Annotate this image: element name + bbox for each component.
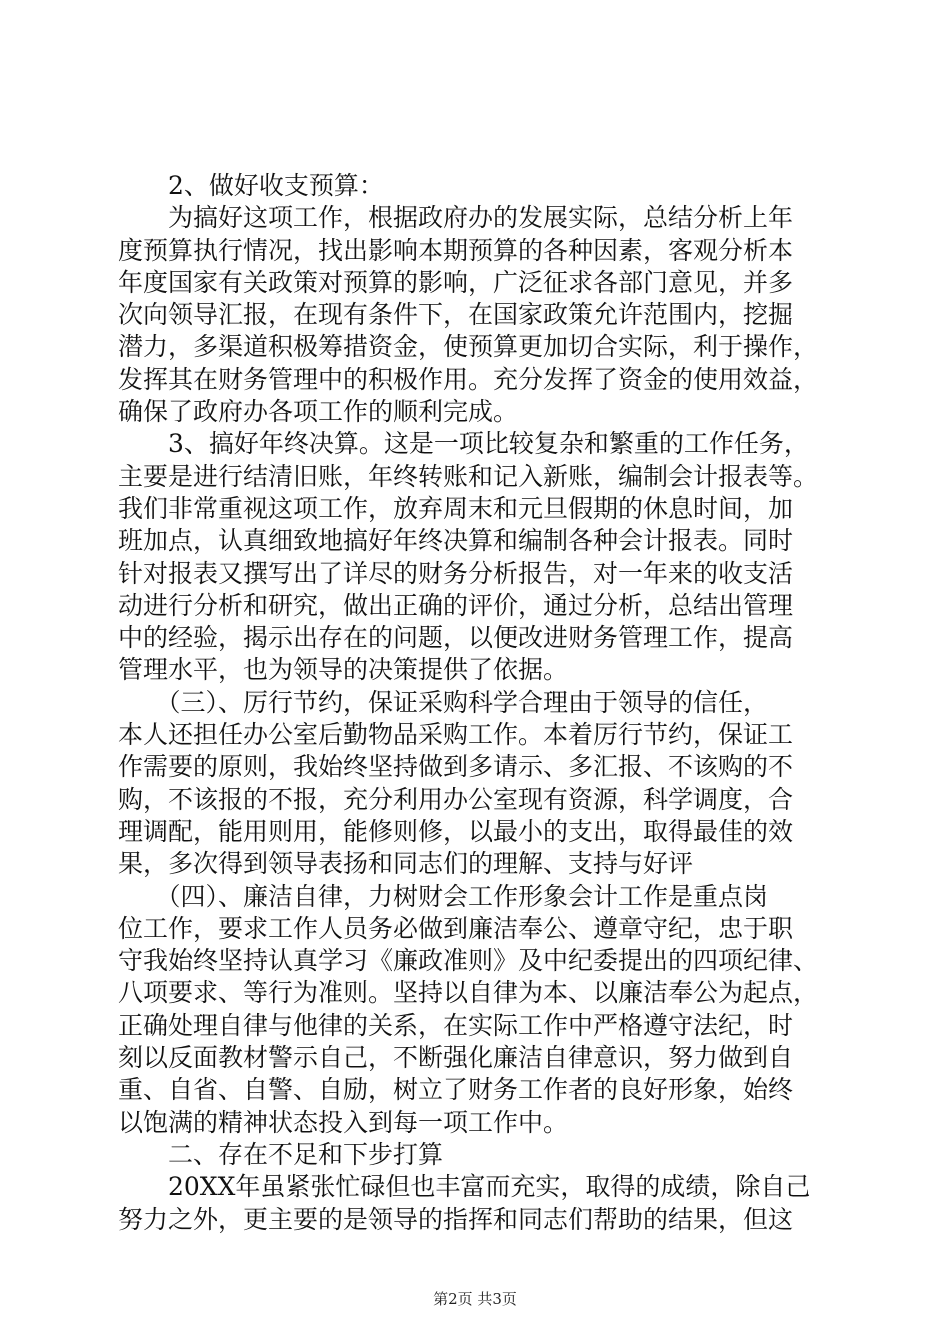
text-line: 年度国家有关政策对预算的影响，广泛征求各部门意见，并多 <box>118 267 794 297</box>
text-line: 果，多次得到领导表扬和同志们的理解、支持与好评 <box>118 849 694 879</box>
text-line: 正确处理自律与他律的关系，在实际工作中严格遵守法纪，时 <box>118 1010 794 1040</box>
text-line: 八项要求、等行为准则。坚持以自律为本、以廉洁奉公为起点， <box>118 978 819 1008</box>
page-number-footer: 第2页 共3页 <box>433 1290 517 1308</box>
text-line: 中的经验，揭示出存在的问题，以便改进财务管理工作，提高 <box>118 623 794 653</box>
text-line: 努力之外，更主要的是领导的指挥和同志们帮助的结果，但这 <box>118 1204 794 1234</box>
text-line: 3、搞好年终决算。这是一项比较复杂和繁重的工作任务， <box>118 429 809 459</box>
text-line: 为搞好这项工作，根据政府办的发展实际，总结分析上年 <box>118 203 794 233</box>
text-line: 理调配，能用则用，能修则修，以最小的支出，取得最佳的效 <box>118 816 794 846</box>
text-line: 购，不该报的不报，充分利用办公室现有资源，科学调度，合 <box>118 784 794 814</box>
document-body <box>118 170 838 1236</box>
text-line: 位工作，要求工作人员务必做到廉洁奉公、遵章守纪，忠于职 <box>118 913 794 943</box>
text-line: 潜力，多渠道积极筹措资金，使预算更加切合实际，利于操作， <box>118 332 819 362</box>
text-line: 管理水平，也为领导的决策提供了依据。 <box>118 655 569 685</box>
text-line: 以饱满的精神状态投入到每一项工作中。 <box>118 1107 569 1137</box>
text-line: 二、存在不足和下步打算 <box>118 1139 444 1169</box>
text-line: 确保了政府办各项工作的顺利完成。 <box>118 397 519 427</box>
text-line: 班加点，认真细致地搞好年终决算和编制各种会计报表。同时 <box>118 526 794 556</box>
text-line: 次向领导汇报，在现有条件下，在国家政策允许范围内，挖掘 <box>118 300 794 330</box>
text-line: （四）、廉洁自律，力树财会工作形象会计工作是重点岗 <box>118 881 769 911</box>
text-line: 作需要的原则，我始终坚持做到多请示、多汇报、不该购的不 <box>118 752 794 782</box>
text-line: 重、自省、自警、自励，树立了财务工作者的良好形象，始终 <box>118 1075 794 1105</box>
text-line: 动进行分析和研究，做出正确的评价，通过分析，总结出管理 <box>118 590 794 620</box>
text-line: 针对报表又撰写出了详尽的财务分析报告，对一年来的收支活 <box>118 558 794 588</box>
text-line: 我们非常重视这项工作，放弃周末和元旦假期的休息时间，加 <box>118 493 794 523</box>
text-line: 刻以反面教材警示自己，不断强化廉洁自律意识，努力做到自 <box>118 1043 794 1073</box>
text-line: （三）、厉行节约，保证采购科学合理由于领导的信任， <box>118 687 769 717</box>
text-line: 本人还担任办公室后勤物品采购工作。本着厉行节约，保证工 <box>118 720 794 750</box>
text-line: 发挥其在财务管理中的积极作用。充分发挥了资金的使用效益， <box>118 364 819 394</box>
text-line: 度预算执行情况，找出影响本期预算的各种因素，客观分析本 <box>118 235 794 265</box>
text-line: 2、做好收支预算： <box>118 171 384 200</box>
text-line: 守我始终坚持认真学习《廉政准则》及中纪委提出的四项纪律、 <box>118 946 819 976</box>
text-line: 20XX年虽紧张忙碌但也丰富而充实，取得的成绩，除自己 <box>118 1172 811 1202</box>
text-line: 主要是进行结清旧账，年终转账和记入新账，编制会计报表等。 <box>118 461 819 491</box>
